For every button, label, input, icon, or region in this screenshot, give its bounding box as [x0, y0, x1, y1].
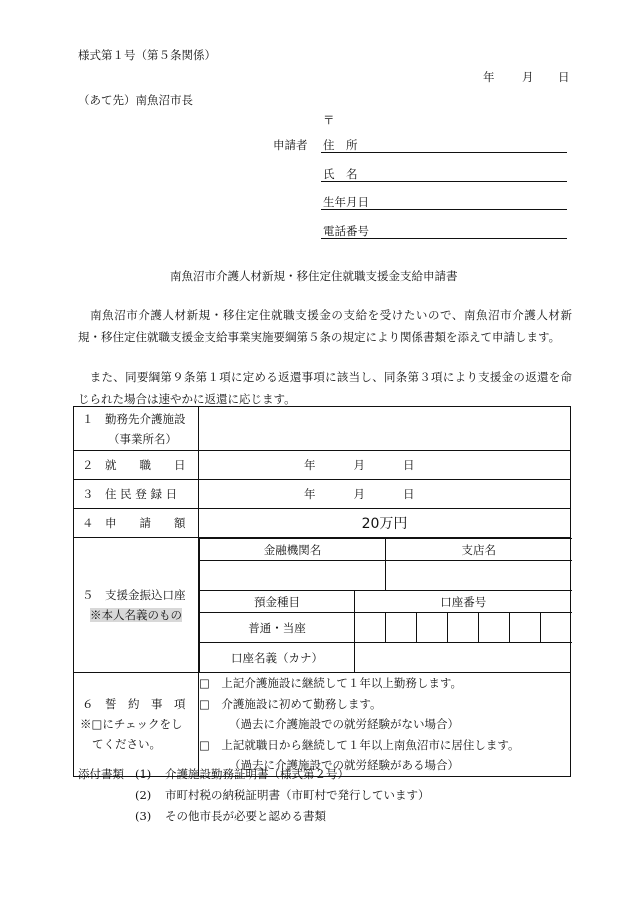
employment-day-label: 日: [403, 458, 415, 472]
bank-name-header: 金融機関名: [200, 539, 386, 561]
pledge-label-cell: [74, 673, 199, 777]
amount-label: ４ 申 請 額: [82, 516, 186, 530]
name-label: 氏 名: [323, 167, 358, 181]
pledge-cell: [199, 673, 571, 777]
phone-field[interactable]: [321, 238, 567, 239]
birthdate-label: 生年月日: [323, 195, 369, 209]
date-month-label: 月: [522, 70, 534, 84]
deposit-type-header: 預金種目: [200, 591, 355, 613]
residence-date-label: ３ 住 民 登 録 日: [82, 487, 178, 501]
account-digit-box[interactable]: [386, 613, 417, 643]
pledge-checkbox-2[interactable]: □ 介護施設に初めて勤務します。: [199, 696, 382, 711]
document-title: 南魚沼市介護人材新規・移住定住就職支援金支給申請書: [170, 269, 458, 283]
pledge-checkbox-1[interactable]: □ 上記介護施設に継続して１年以上勤務します。: [199, 676, 462, 690]
amount-label-cell: [74, 509, 199, 538]
form-number: 様式第１号（第５条関係）: [78, 48, 216, 62]
pledge-label: ６ 誓 約 事 項: [82, 697, 186, 712]
workplace-label: １ 勤務先介護施設: [82, 411, 186, 426]
birthdate-field[interactable]: [321, 209, 567, 210]
amount-cell: [199, 509, 571, 538]
pledge-note-2: てください。: [92, 737, 161, 752]
amount-value: 20万円: [361, 516, 408, 532]
pledge-checkbox-2-note: （過去に介護施設での就労経験がない場合）: [229, 717, 459, 731]
employment-year-label: 年: [304, 458, 316, 472]
residence-year-label: 年: [304, 487, 316, 501]
employment-month-label: 月: [353, 458, 365, 472]
account-holder-label: 口座名義（カナ）: [200, 643, 355, 673]
pledge-checkbox-3[interactable]: □ 上記就職日から継続して１年以上南魚沼市に居住します。: [199, 737, 520, 752]
attachment-1-number: (1): [135, 767, 152, 781]
deposit-type-value[interactable]: 普通・当座: [200, 613, 355, 643]
table-row: [74, 673, 571, 777]
address-field[interactable]: [321, 152, 567, 153]
body-paragraph-2: また、同要綱第９条第１項に定める返還事項に該当し、同条第３項により支援金の返還を命じられた場合は速やかに返還に応じます。: [78, 370, 572, 406]
date-day-label: 日: [558, 70, 570, 84]
account-digit-box[interactable]: [479, 613, 510, 643]
table-row: [74, 480, 571, 509]
residence-month-label: 月: [353, 487, 365, 501]
name-field[interactable]: [321, 181, 567, 182]
residence-date-field[interactable]: [199, 480, 571, 509]
bank-name-field[interactable]: [200, 561, 386, 591]
employment-date-field[interactable]: [199, 451, 571, 480]
workplace-sublabel: （事業所名）: [108, 431, 177, 446]
workplace-field[interactable]: [199, 407, 571, 451]
employment-date-label: ２ 就 職 日: [82, 458, 186, 472]
attachment-1: 介護施設勤務証明書（様式第２号）: [165, 767, 349, 781]
body-paragraph-1: 南魚沼市介護人材新規・移住定住就職支援金の支給を受けたいので、南魚沼市介護人材新規・移住定住就職支援金支給事業実施要綱第５条の規定により関係書類を添えて申請します。: [78, 308, 572, 344]
account-digit-box[interactable]: [448, 613, 479, 643]
employment-date-label-cell: [74, 451, 199, 480]
account-number-header: 口座番号: [355, 591, 572, 613]
postal-mark: 〒: [323, 113, 335, 127]
table-row: [74, 538, 571, 673]
address-label: 住 所: [323, 138, 358, 152]
bank-account-note: ※本人名義のもの: [90, 608, 182, 622]
residence-day-label: 日: [403, 487, 415, 501]
addressee: （あて先）南魚沼市長: [78, 93, 193, 107]
attachment-2-number: (2): [135, 788, 152, 802]
table-row: [74, 509, 571, 538]
residence-date-label-cell: [74, 480, 199, 509]
account-holder-field[interactable]: [355, 643, 572, 673]
applicant-label: 申請者: [273, 138, 308, 152]
table-row: [74, 407, 571, 451]
workplace-label-cell: [74, 407, 199, 451]
pledge-checkbox-3-note: （過去に介護施設での就労経験がある場合）: [229, 758, 459, 772]
account-digit-box[interactable]: [417, 613, 448, 643]
account-digit-box[interactable]: [355, 613, 386, 643]
phone-label: 電話番号: [323, 224, 369, 238]
bank-account-cell: [199, 538, 571, 673]
attachments-label: 添付書類: [78, 767, 124, 781]
bank-account-label-cell: [74, 538, 199, 673]
table-row: [74, 451, 571, 480]
account-digit-box[interactable]: [541, 613, 572, 643]
attachment-3: その他市長が必要と認める書類: [165, 809, 326, 823]
attachment-3-number: (3): [135, 809, 152, 823]
date-year-label: 年: [483, 70, 495, 84]
bank-account-grid: [199, 538, 572, 672]
branch-name-field[interactable]: [386, 561, 572, 591]
bank-account-label: ５ 支援金振込口座: [82, 588, 186, 602]
account-digit-box[interactable]: [510, 613, 541, 643]
branch-name-header: 支店名: [386, 539, 572, 561]
pledge-note-1: ※□にチェックをし: [80, 717, 183, 732]
attachment-2: 市町村税の納税証明書（市町村で発行しています）: [165, 788, 430, 802]
application-table: [73, 406, 571, 777]
